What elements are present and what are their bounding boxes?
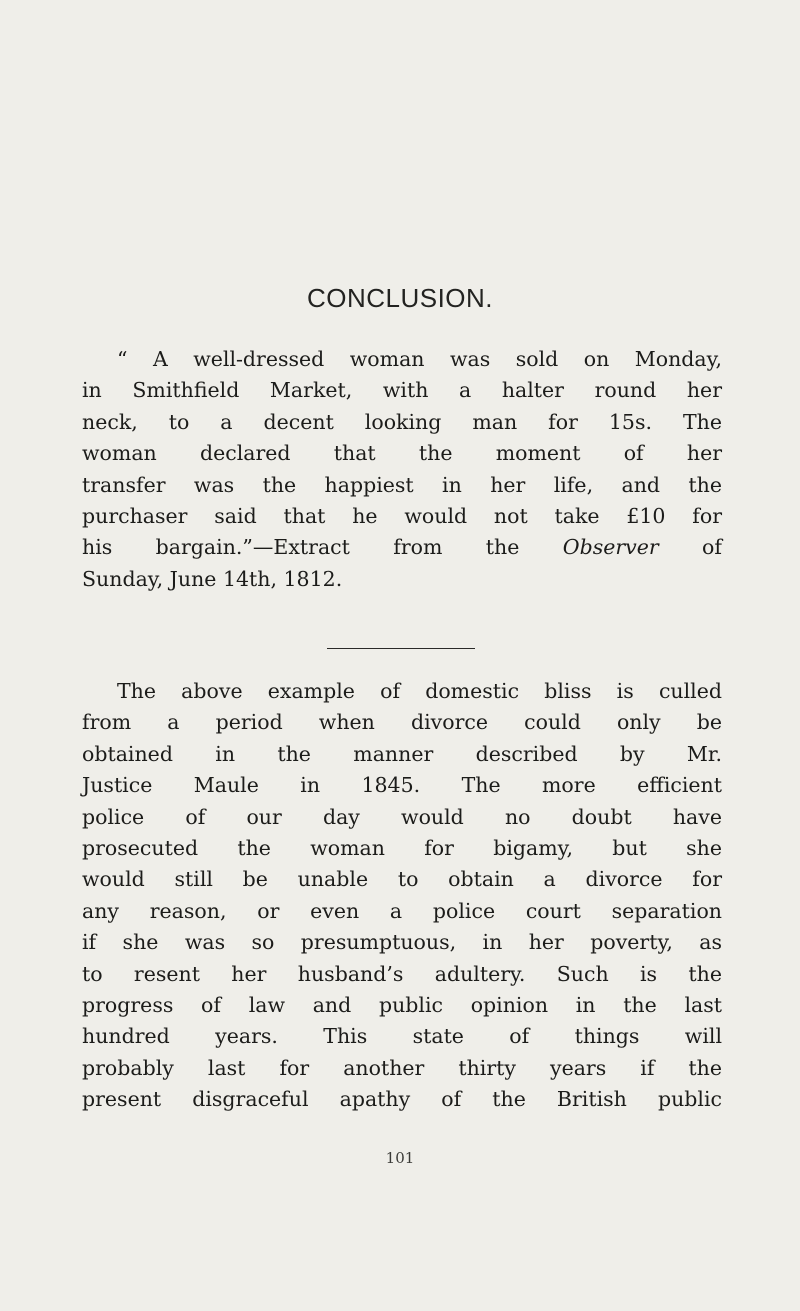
body-line: progress of law and public opinion in the last	[82, 993, 722, 1018]
body-line: present disgraceful apathy of the British public	[82, 1087, 722, 1112]
body-line: The above example of domestic bliss is culled	[117, 679, 722, 703]
body-line: police of our day would no doubt have	[82, 804, 722, 829]
body-line: prosecuted the woman for bigamy, but she	[82, 836, 722, 861]
quote-line: “ A well-dressed woman was sold on Monday,	[117, 347, 722, 371]
quote-line-text: his bargain.”—Extract from the	[82, 535, 520, 560]
body-line: probably last for another thirty years if the	[82, 1055, 722, 1080]
body-line: any reason, or even a police court separation	[82, 898, 722, 923]
section-divider	[327, 648, 475, 649]
body-line: would still be unable to obtain a divorce for	[82, 867, 722, 892]
source-title: Observer	[562, 535, 659, 560]
quote-line-with-source	[82, 532, 722, 563]
quote-line: woman declared that the moment of her	[82, 441, 722, 466]
body-line: Justice Maule in 1845. The more efficient	[82, 773, 722, 798]
page-number: 101	[385, 1149, 415, 1167]
body-line: obtained in the manner described by Mr.	[82, 741, 722, 766]
source-suffix: of	[702, 535, 722, 560]
body-paragraph	[82, 676, 722, 1116]
quotation-paragraph	[82, 344, 722, 595]
quote-line: in Smithfield Market, with a halter round her	[82, 378, 722, 403]
body-line: hundred years. This state of things will	[82, 1024, 722, 1049]
body-line: if she was so presumptuous, in her poverty, as	[82, 930, 722, 955]
quote-line: transfer was the happiest in her life, and the	[82, 472, 722, 497]
quote-line: Sunday, June 14th, 1812.	[82, 566, 343, 591]
body-line: to resent her husband’s adultery. Such is the	[82, 961, 722, 986]
quote-line: neck, to a decent looking man for 15s. The	[82, 409, 722, 434]
chapter-heading: CONCLUSION.	[306, 283, 494, 313]
body-line: from a period when divorce could only be	[82, 710, 722, 735]
quote-line: purchaser said that he would not take £10 for	[82, 504, 722, 529]
